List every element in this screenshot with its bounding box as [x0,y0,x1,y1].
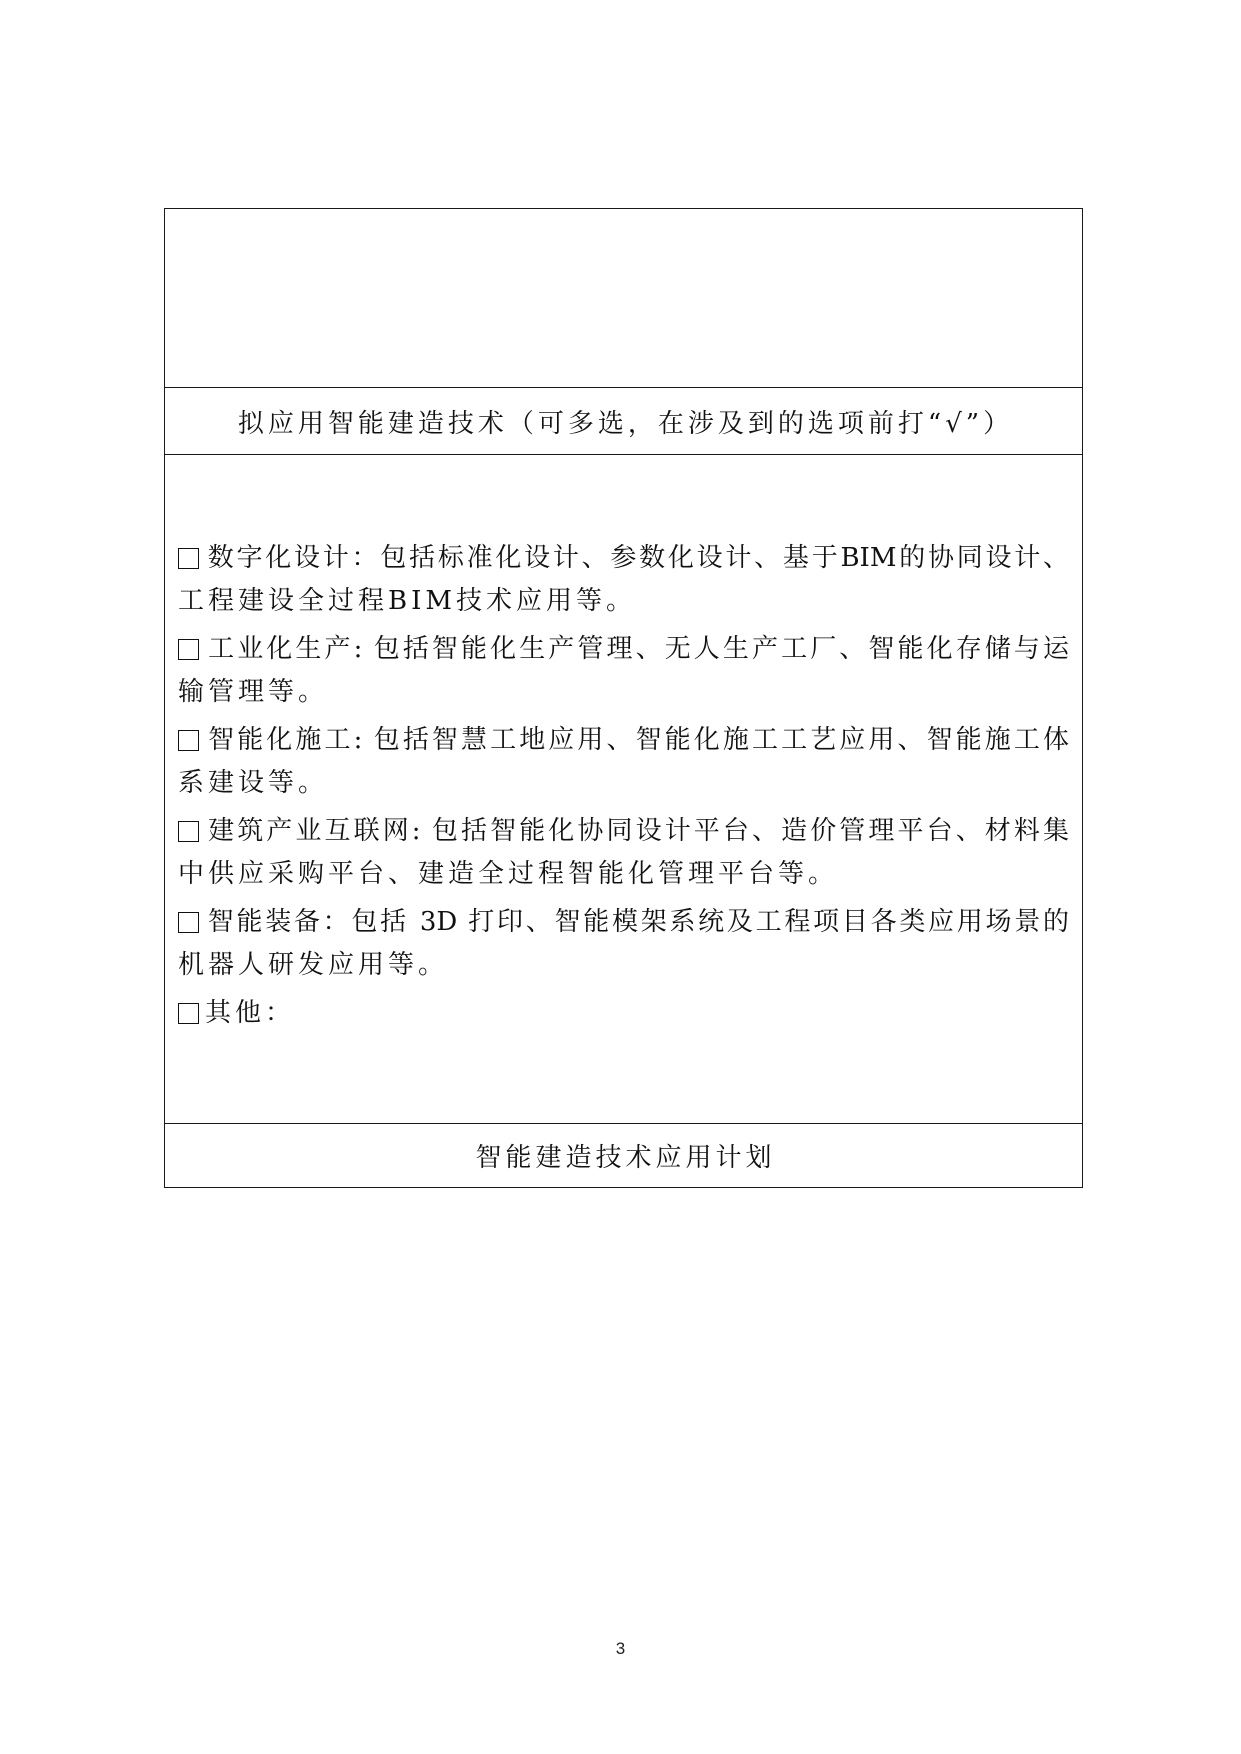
option-intelligent-equipment [178,901,1069,987]
options-cell [165,454,1082,1123]
plan-heading-text: 智能建造技术应用计划 [475,1143,776,1173]
option-text: 机器人研发应用等。 [178,950,449,980]
option-text: 其他： [205,998,296,1028]
blank-cell [165,209,1082,387]
option-text: 数字化设计：包括标准化设计、参数化设计、基于BIM的协同设计、 [205,543,1069,573]
option-line [178,719,1069,762]
option-industrial-production [178,628,1069,714]
page-number: 3 [615,1639,626,1658]
option-text: 智能化施工: 包括智慧工地应用、智能化施工工艺应用、智能施工体 [205,725,1069,755]
checkbox-intelligent-construction[interactable] [178,730,199,751]
option-text: 工程建设全过程BIM技术应用等。 [178,586,636,616]
checkbox-other[interactable] [178,1003,199,1024]
section-heading-text: 拟应用智能建造技术（可多选，在涉及到的选项前打“√”） [237,408,1014,439]
option-line [178,628,1069,671]
option-text: 建筑产业互联网: 包括智能化协同设计平台、造价管理平台、材料集 [205,816,1069,846]
option-line [178,810,1069,853]
option-text: 系建设等。 [178,768,329,798]
option-industry-internet [178,810,1069,896]
checkbox-industrial-production[interactable] [178,639,199,660]
option-text: 中供应采购平台、建造全过程智能化管理平台等。 [178,859,839,889]
option-other [178,992,1069,1035]
form-table [164,208,1083,1188]
option-intelligent-construction [178,719,1069,805]
checkbox-digital-design[interactable] [178,548,199,569]
section-heading-cell [165,387,1082,454]
option-text: 工业化生产: 包括智能化生产管理、无人生产工厂、智能化存储与运 [205,634,1069,664]
plan-heading-cell [165,1123,1082,1187]
option-line [178,537,1069,580]
checkbox-intelligent-equipment[interactable] [178,912,199,933]
option-line [178,992,1069,1035]
option-text: 输管理等。 [178,677,329,707]
option-line [178,901,1069,944]
checkbox-industry-internet[interactable] [178,821,199,842]
option-text: 智能装备：包括 3D 打印、智能模架系统及工程项目各类应用场景的 [205,907,1069,937]
option-digital-design [178,537,1069,623]
